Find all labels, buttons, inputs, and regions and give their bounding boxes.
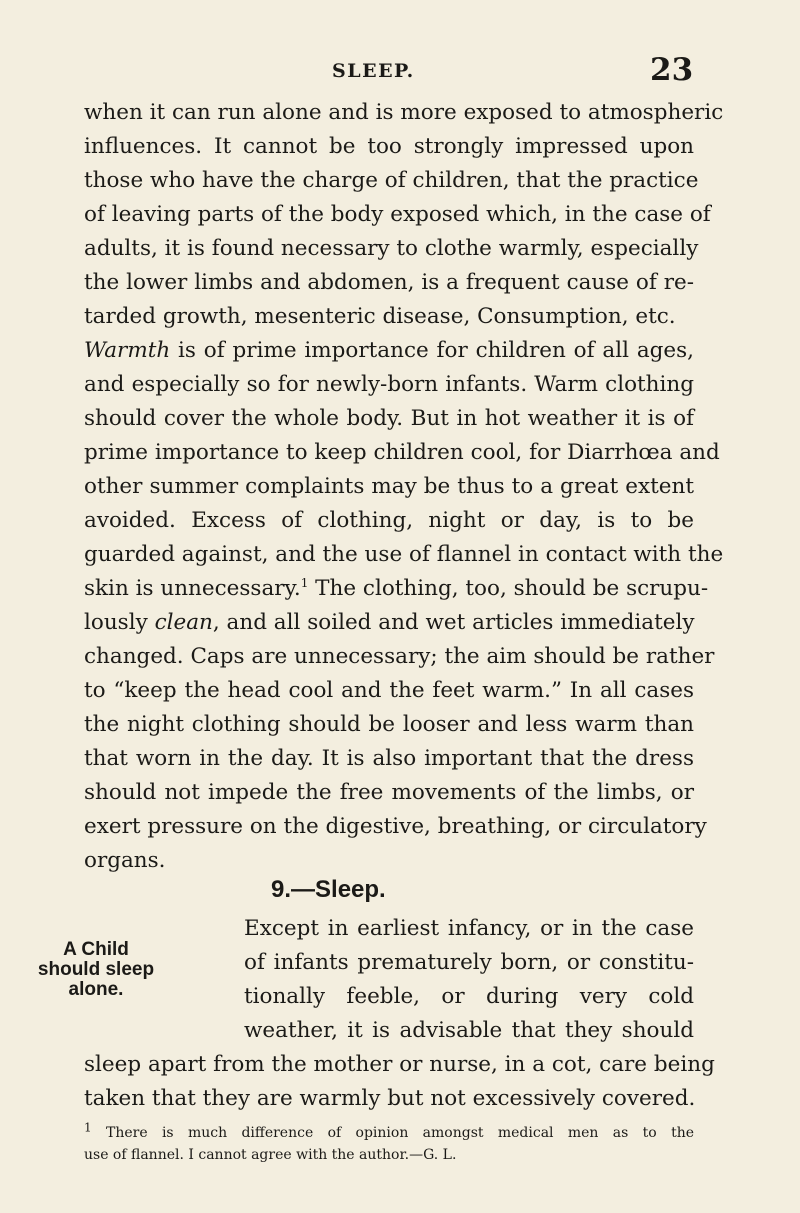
body-line-clean bbox=[84, 606, 694, 640]
footnote-mark: 1 bbox=[84, 1120, 92, 1135]
body-line: to “keep the head cool and the feet warm.” In all cases bbox=[84, 678, 694, 703]
body-line: taken that they are warmly but not excessively covered. bbox=[84, 1086, 696, 1111]
section-heading: 9.—Sleep. bbox=[271, 876, 386, 903]
body-text: The clothing, too, should be scrupu- bbox=[308, 576, 709, 601]
body-line-indented: of infants prematurely born, or constitu- bbox=[244, 950, 694, 975]
body-line: those who have the charge of children, that the practice bbox=[84, 168, 699, 193]
body-line: the lower limbs and abdomen, is a frequent cause of re- bbox=[84, 270, 694, 295]
body-line: guarded against, and the use of flannel in contact with the bbox=[84, 542, 724, 567]
body-line: changed. Caps are unnecessary; the aim should be rather bbox=[84, 644, 715, 669]
body-line: the night clothing should be looser and less warm than bbox=[84, 712, 694, 737]
footnote-text: There is much difference of opinion amongst medical men as to the bbox=[91, 1125, 694, 1141]
body-text: lously bbox=[84, 610, 155, 635]
footnote-reference[interactable]: 1 bbox=[300, 575, 309, 590]
body-line-indented: Except in earliest infancy, or in the case bbox=[244, 916, 694, 941]
footnote-line bbox=[84, 1122, 694, 1144]
body-line: should cover the whole body. But in hot weather it is of bbox=[84, 406, 694, 431]
body-line: and especially so for newly-born infants. Warm clothing bbox=[84, 372, 694, 397]
margin-note-line: should sleep bbox=[37, 959, 155, 980]
running-header: SLEEP. bbox=[332, 60, 415, 82]
body-line: influences. It cannot be too strongly impressed upon bbox=[84, 134, 694, 159]
body-text: skin is unnecessary. bbox=[84, 576, 301, 601]
body-text: , and all soiled and wet articles immediately bbox=[212, 610, 695, 635]
body-line-warmth bbox=[84, 334, 694, 368]
body-line: prime importance to keep children cool, for Diarrhœa and bbox=[84, 440, 720, 465]
margin-note bbox=[26, 940, 166, 1000]
body-line: sleep apart from the mother or nurse, in a cot, care being bbox=[84, 1052, 715, 1077]
page-number: 23 bbox=[650, 52, 694, 88]
body-line: should not impede the free movements of the limbs, or bbox=[84, 780, 694, 805]
body-line: avoided. Excess of clothing, night or day, is to be bbox=[84, 508, 694, 533]
body-text: is of prime importance for children of all ages, bbox=[170, 338, 694, 363]
body-line-indented: tionally feeble, or during very cold bbox=[244, 984, 694, 1009]
body-line: exert pressure on the digestive, breathing, or circulatory bbox=[84, 814, 707, 839]
emphasis-warmth: Warmth bbox=[84, 338, 171, 363]
body-line: of leaving parts of the body exposed which, in the case of bbox=[84, 202, 711, 227]
body-line: organs. bbox=[84, 848, 166, 873]
body-line-footnote-ref bbox=[84, 572, 709, 606]
body-line: tarded growth, mesenteric disease, Consumption, etc. bbox=[84, 304, 676, 329]
body-line: that worn in the day. It is also important that the dress bbox=[84, 746, 694, 771]
body-line: adults, it is found necessary to clothe warmly, especially bbox=[84, 236, 699, 261]
emphasis-clean: clean bbox=[154, 610, 213, 635]
margin-note-line: alone. bbox=[68, 979, 124, 1000]
body-line: when it can run alone and is more exposed to atmospheric bbox=[84, 100, 724, 125]
body-line: other summer complaints may be thus to a great extent bbox=[84, 474, 694, 499]
margin-note-line: A Child bbox=[63, 939, 129, 960]
body-line-indented: weather, it is advisable that they should bbox=[244, 1018, 694, 1043]
footnote-line: use of flannel. I cannot agree with the author.—G. L. bbox=[84, 1147, 457, 1163]
